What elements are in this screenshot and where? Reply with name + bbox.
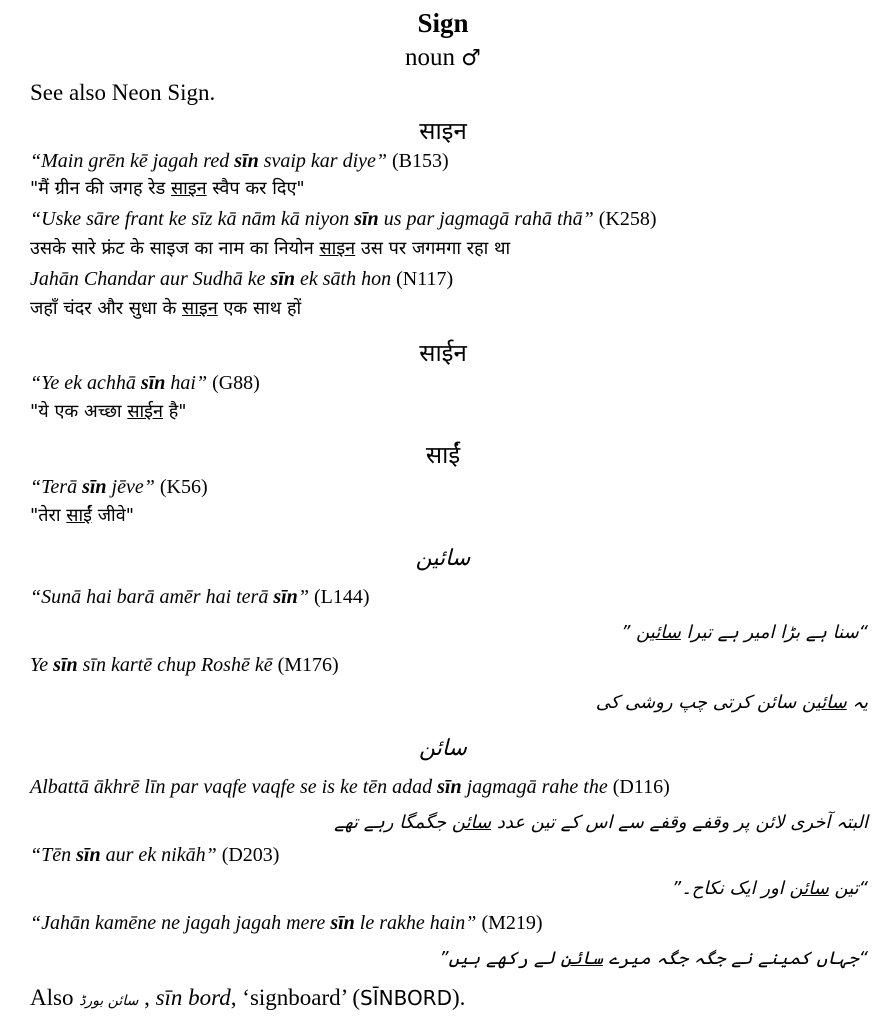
dev-text: जहाँ चंदर और सुधा के — [30, 298, 183, 319]
urdu-text: “تین — [828, 878, 868, 899]
urdu-text: “سنا ہے بڑا امیر ہے تیرا — [680, 622, 868, 643]
example-ref — [30, 776, 670, 799]
pos-label: noun — [405, 44, 455, 71]
source-code: (N117) — [391, 268, 454, 290]
ref-text: le rakhe hain” — [354, 912, 477, 934]
ref-text: jēve” — [106, 476, 155, 498]
urdu-text: یہ — [846, 692, 868, 713]
section-heading-1: साइन — [419, 117, 467, 145]
dev-text: "ये एक अच्छा — [30, 401, 128, 422]
ref-text: Ye — [30, 654, 54, 676]
section-heading-5: سائن — [418, 736, 467, 761]
example-devanagari — [30, 176, 305, 200]
example-ref — [30, 586, 369, 609]
entry-title: Sign — [417, 8, 469, 38]
source-code: (D116) — [607, 776, 670, 798]
ref-text: “Ye ek achhā — [30, 372, 141, 394]
ref-keyword: sīn — [354, 208, 379, 230]
example-ref — [30, 844, 279, 867]
also-sep: , — [138, 985, 156, 1010]
ref-text: us par jagmagā rahā thā” — [378, 208, 594, 230]
ref-text: ” — [297, 586, 309, 608]
dev-text: "तेरा — [30, 505, 67, 526]
ref-keyword: sīn — [270, 268, 296, 290]
ref-text: “Jahān kamēne ne jagah jagah mere — [30, 912, 331, 934]
example-ref — [30, 654, 339, 677]
see-also-note: See also Neon Sign. — [30, 80, 216, 105]
source-code: (K258) — [593, 208, 657, 230]
also-close: ). — [451, 985, 466, 1010]
ref-text: Albattā ākhrē līn par vaqfe vaqfe se is ke tēn adad — [30, 776, 438, 798]
urdu-keyword: سائن — [560, 948, 603, 969]
dev-keyword: साईं — [66, 505, 92, 526]
part-of-speech — [0, 44, 886, 72]
example-urdu — [596, 692, 868, 713]
dev-text: जीवे" — [91, 505, 134, 526]
gender-symbol: ♂ — [461, 46, 481, 71]
urdu-text: سائن کرتی چپ روشی کی — [595, 692, 802, 713]
source-code: (K56) — [154, 476, 208, 498]
example-ref — [30, 476, 208, 499]
example-ref — [30, 268, 453, 291]
ref-keyword: sīn — [53, 654, 78, 676]
dev-keyword: साइन — [182, 298, 218, 319]
ref-keyword: sīn — [76, 844, 101, 866]
source-code: (L144) — [308, 586, 370, 608]
dev-text: "मैं ग्रीन की जगह रेड — [30, 178, 171, 199]
urdu-keyword: سائین — [636, 622, 681, 643]
example-urdu — [672, 878, 868, 899]
dev-text: एक साथ हों — [217, 298, 302, 319]
urdu-keyword: سائین — [802, 692, 847, 713]
example-urdu — [621, 622, 868, 643]
ref-text: svaip kar diye” — [258, 150, 388, 172]
dev-keyword: साईन — [127, 401, 163, 422]
ref-text: aur ek nikāh” — [100, 844, 217, 866]
dev-keyword: साइन — [170, 178, 207, 199]
urdu-text: “جہاں کمینے نے جگہ جگہ میرے — [602, 948, 868, 969]
source-code: (D203) — [216, 844, 280, 866]
ref-text: hai” — [165, 372, 208, 394]
also-gloss: , ‘signboard’ ( — [230, 985, 361, 1010]
also-prefix: Also — [30, 985, 80, 1010]
ref-text: ek sāth hon — [295, 268, 392, 290]
section-heading-2: साईन — [419, 339, 467, 367]
urdu-text: جگمگا رہے تھے — [334, 812, 452, 833]
also-code: SĪNBORD — [360, 986, 452, 1010]
ref-text: “Terā — [30, 476, 83, 498]
ref-text: “Uske sāre frant ke sīz kā nām kā niyon — [30, 208, 355, 230]
urdu-keyword: سائن — [789, 878, 829, 899]
ref-text: “Tēn — [30, 844, 77, 866]
ref-text: jagmagā rahe the — [461, 776, 608, 798]
example-ref — [30, 372, 260, 395]
ref-keyword: sīn — [273, 586, 298, 608]
example-ref — [30, 912, 543, 935]
ref-keyword: sīn — [234, 150, 259, 172]
source-code: (M176) — [272, 654, 339, 676]
source-code: (M219) — [476, 912, 543, 934]
dev-text: उस पर जगमगा रहा था — [355, 238, 511, 259]
ref-text: “Sunā hai barā amēr hai terā — [30, 586, 274, 608]
section-heading-4: سائین — [415, 546, 471, 571]
ref-keyword: sīn — [437, 776, 462, 798]
example-devanagari — [30, 236, 510, 260]
urdu-text: اور ایک نکاح۔” — [671, 878, 790, 899]
also-translit: sīn bord — [155, 985, 231, 1010]
dev-keyword: साइन — [319, 238, 356, 259]
urdu-text: البتہ آخری لائن پر وقفے وقفے سے اس کے تین عدد — [491, 812, 868, 833]
example-devanagari — [30, 296, 301, 320]
example-devanagari — [30, 399, 187, 423]
dev-text: उसके सारे फ्रंट के साइज का नाम का नियोन — [30, 238, 320, 259]
section-heading-3: साईं — [425, 441, 461, 469]
source-code: (G88) — [207, 372, 260, 394]
also-urdu: سائن بورڈ — [79, 993, 139, 1009]
ref-keyword: sīn — [330, 912, 355, 934]
example-urdu — [334, 812, 868, 833]
also-line — [30, 985, 465, 1011]
example-devanagari — [30, 503, 134, 527]
urdu-text: ” — [621, 622, 637, 643]
source-code: (B153) — [387, 150, 449, 172]
urdu-keyword: سائن — [451, 812, 492, 833]
dev-text: स्वैप कर दिए" — [206, 178, 305, 199]
example-ref — [30, 208, 656, 231]
dev-text: है" — [163, 401, 187, 422]
ref-text: “Main grēn kē jagah red — [30, 150, 235, 172]
ref-text: Jahān Chandar aur Sudhā ke — [30, 268, 271, 290]
ref-text: sīn kartē chup Roshē kē — [77, 654, 273, 676]
ref-keyword: sīn — [82, 476, 107, 498]
urdu-text: لے رکھے ہیں” — [439, 948, 561, 969]
ref-keyword: sīn — [140, 372, 166, 394]
example-urdu — [439, 948, 868, 969]
example-ref — [30, 150, 449, 173]
